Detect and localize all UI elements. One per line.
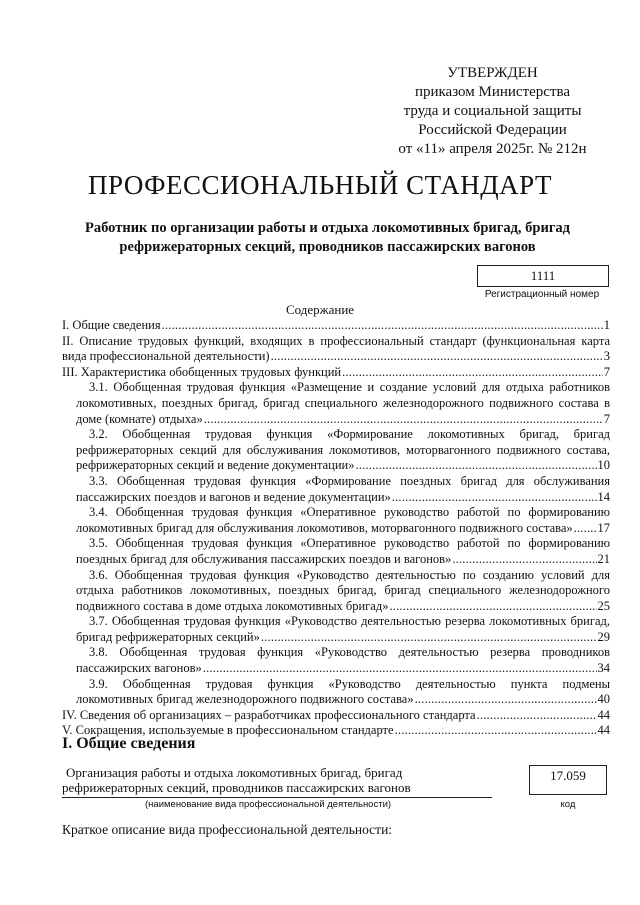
- toc-page-number: 7: [603, 364, 610, 379]
- toc-entry-text: V. Сокращения, используемые в профессиональном стандарте: [62, 723, 394, 738]
- toc-entry-text: 3.8. Обобщенная трудовая функция «Руководство деятельностью резерва проводников: [89, 645, 610, 660]
- toc-entry-text: доме (комнате) отдыха»: [76, 411, 203, 426]
- toc-entry-3-9[interactable]: [62, 677, 610, 708]
- toc-page-number: 44: [597, 723, 610, 738]
- registration-number-label: Регистрационный номер: [484, 289, 600, 300]
- toc-entry-text: 3.3. Обобщенная трудовая функция «Формирование поездных бригад для обслуживания: [89, 473, 610, 488]
- toc-entry-3-5[interactable]: [62, 536, 610, 567]
- toc-page-number: 7: [603, 411, 610, 426]
- toc-entry-text: поездных бригад для обслуживания пассажирских поездов и вагонов»: [76, 551, 452, 566]
- toc-page-number: 44: [597, 707, 610, 722]
- toc-entry-text: 3.7. Обобщенная трудовая функция «Руководство деятельностью резерва локомотивных бригад,: [89, 614, 610, 629]
- toc-entry-text: локомотивных бригад для обслуживания локомотивов, моторвагонного подвижного состава»: [76, 520, 573, 535]
- toc-leader-dots: [415, 692, 597, 708]
- toc-leader-dots: [477, 708, 597, 724]
- toc-entry-3-3[interactable]: [62, 474, 610, 505]
- activity-code-label: код: [560, 799, 576, 810]
- activity-code-box: 17.059: [529, 765, 607, 795]
- toc-entry-text: рефрижераторных секций и ведение документации»: [76, 458, 355, 473]
- toc-page-number: 25: [597, 598, 610, 613]
- activity-name-line-2: рефрижераторных секций, проводников пассажирских вагонов: [62, 780, 411, 795]
- toc-leader-dots: [355, 458, 596, 474]
- toc-entry-text: вида профессиональной деятельности): [62, 349, 270, 364]
- toc-page-number: 21: [597, 551, 610, 566]
- toc-entry-3-2[interactable]: [62, 427, 610, 474]
- document-title: ПРОФЕССИОНАЛЬНЫЙ СТАНДАРТ: [87, 170, 553, 200]
- toc-entry-text: рефрижераторных секций для обслуживания локомотивов, моторвагонного подвижного состава,: [76, 442, 610, 457]
- toc-leader-dots: [452, 552, 596, 568]
- toc-entry-text: I. Общие сведения: [62, 318, 161, 332]
- activity-name: [62, 765, 492, 795]
- activity-caption: (наименование вида профессиональной деятельности): [145, 799, 392, 810]
- approval-line-4: Российской Федерации: [418, 122, 567, 138]
- toc-entry-text: 3.5. Обобщенная трудовая функция «Оперативное руководство работой по формированию: [89, 536, 610, 551]
- toc-entry-text: пассажирских поездов и вагонов и ведение документации»: [76, 489, 391, 504]
- toc-page-number: 1: [603, 318, 610, 332]
- brief-description-label: Краткое описание вида профессиональной деятельности:: [62, 822, 393, 837]
- toc-leader-dots: [574, 521, 597, 537]
- toc-entry-3-1[interactable]: [62, 380, 610, 427]
- toc-entry-text: 3.2. Обобщенная трудовая функция «Формирование локомотивных бригад, бригад: [89, 427, 610, 442]
- toc-entry-text: 3.9. Обобщенная трудовая функция «Руководство деятельностью пункта подмены: [89, 676, 610, 691]
- toc-entry-text: 3.6. Обобщенная трудовая функция «Руководство деятельностью по созданию условий для: [89, 567, 610, 582]
- toc-leader-dots: [271, 349, 603, 365]
- toc-entry-3-8[interactable]: [62, 645, 610, 676]
- toc-leader-dots: [162, 318, 603, 334]
- toc-leader-dots: [389, 599, 596, 615]
- approval-line-2: приказом Министерства: [414, 84, 571, 100]
- toc-entry-text: локомотивных бригад железнодорожного подвижного состава»: [76, 692, 414, 707]
- toc-page-number: 14: [597, 489, 610, 504]
- approval-line-1: УТВЕРЖДЕН: [447, 65, 538, 81]
- approval-line-3: труда и социальной защиты: [403, 103, 582, 119]
- toc-entry-section-1[interactable]: [62, 318, 610, 334]
- toc-entry-text: IV. Сведения об организациях – разработчиках профессионального стандарта: [62, 707, 476, 722]
- toc-page-number: 3: [603, 349, 610, 364]
- toc-entry-section-4[interactable]: [62, 708, 610, 724]
- toc-entry-text: II. Описание трудовых функций, входящих в профессиональный стандарт (функциональная карта: [62, 333, 610, 348]
- toc-entry-text: 3.4. Обобщенная трудовая функция «Оперативное руководство работой по формированию: [89, 505, 610, 520]
- toc-entry-text: пассажирских вагонов»: [76, 661, 202, 676]
- toc-title: Содержание: [285, 302, 355, 317]
- subtitle-line-1: Работник по организации работы и отдыха локомотивных бригад, бригад: [85, 220, 570, 236]
- section-1-heading: I. Общие сведения: [62, 735, 196, 752]
- toc-entry-section-3[interactable]: [62, 365, 610, 381]
- toc-entry-3-4[interactable]: [62, 505, 610, 536]
- toc-leader-dots: [261, 630, 597, 646]
- toc-leader-dots: [392, 490, 597, 506]
- toc-leader-dots: [395, 723, 597, 739]
- toc-entry-text: 3.1. Обобщенная трудовая функция «Размещение и создание условий для отдыха работников: [89, 380, 610, 395]
- toc-leader-dots: [342, 365, 603, 381]
- toc-entry-text: отдыха работников локомотивных, поездных бригад, бригад специального железнодорожного: [76, 583, 610, 598]
- document-subtitle: [75, 219, 580, 257]
- toc-entry-text: подвижного состава в доме отдыха локомотивных бригад»: [76, 598, 389, 613]
- activity-name-line-1: Организация работы и отдыха локомотивных бригад, бригад: [66, 765, 403, 780]
- toc-page-number: 29: [597, 629, 610, 644]
- toc-page-number: 17: [597, 520, 610, 535]
- toc-entry-3-6[interactable]: [62, 568, 610, 615]
- toc-entry-text: бригад рефрижераторных секций»: [76, 629, 260, 644]
- registration-number-box: 1111: [477, 265, 609, 287]
- toc-entry-text: III. Характеристика обобщенных трудовых функций: [62, 364, 342, 379]
- toc-leader-dots: [203, 661, 597, 677]
- toc-entry-section-2[interactable]: [62, 334, 610, 365]
- toc-entry-3-7[interactable]: [62, 614, 610, 645]
- toc-page-number: 10: [597, 458, 610, 473]
- subtitle-line-2: рефрижераторных секций, проводников пассажирских вагонов: [119, 239, 536, 255]
- approval-line-5: от «11» апреля 2025г. № 212н: [398, 141, 587, 157]
- table-of-contents: [62, 318, 610, 739]
- toc-leader-dots: [204, 412, 603, 428]
- toc-page-number: 40: [597, 692, 610, 707]
- toc-page-number: 34: [597, 661, 610, 676]
- approval-stamp: [380, 64, 605, 159]
- toc-entry-text: локомотивных, поездных бригад, бригад специального железнодорожного подвижного состава в: [76, 395, 610, 410]
- activity-underline: [62, 797, 492, 798]
